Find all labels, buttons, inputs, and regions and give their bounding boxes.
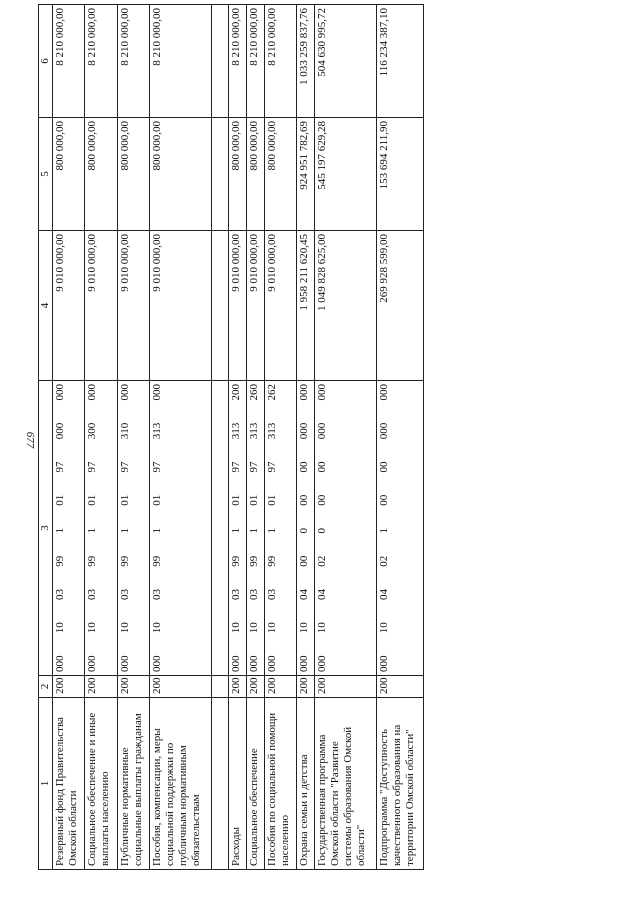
code-part: 313 [247,422,260,440]
code-part: 000 [151,655,164,672]
amount-v5: 800 000,00 [85,118,117,231]
code-part: 01 [86,494,99,506]
code-part: 97 [151,461,164,473]
spacer-cell [212,231,229,381]
amount-v6: 8 210 000,00 [85,5,117,118]
code-part: 01 [151,494,164,506]
table-body [53,5,424,870]
code-part: 04 [377,589,390,600]
code-part: 03 [86,589,99,600]
admin-code: 200 [246,676,264,698]
code-part: 00 [377,461,390,473]
table-row [117,5,149,870]
code-part: 10 [316,622,329,634]
code-part: 99 [230,555,243,567]
code-part: 1 [247,528,260,534]
code-part: 97 [265,461,278,473]
code-part: 00 [377,494,390,506]
budget-classification-code [264,381,296,676]
code-part: 000 [86,655,99,672]
row-name: Охрана семьи и детства [297,698,315,870]
code-part: 000 [377,422,390,440]
code-part: 1 [265,528,278,534]
table-row [85,5,117,870]
code-part: 03 [247,589,260,600]
code-part: 1 [230,528,243,534]
code-part: 000 [316,422,329,440]
admin-code: 200 [85,676,117,698]
code-part: 03 [118,589,131,600]
code-parts [316,384,329,672]
code-part: 99 [118,555,131,567]
code-part: 04 [316,589,329,600]
code-part: 313 [265,422,278,440]
budget-table [38,4,424,870]
admin-code: 200 [376,676,423,698]
amount-v4: 9 010 000,00 [117,231,149,381]
amount-v5: 800 000,00 [264,118,296,231]
code-part: 02 [316,555,329,567]
amount-v4: 9 010 000,00 [150,231,212,381]
amount-v6: 504 630 995,72 [315,5,377,118]
code-part: 03 [230,589,243,600]
code-part: 97 [86,461,99,473]
amount-v5: 800 000,00 [229,118,247,231]
spacer-cell [212,676,229,698]
code-part: 10 [118,622,131,634]
code-part: 99 [54,555,66,567]
code-part: 97 [230,461,243,473]
code-parts [86,384,99,672]
code-parts [248,384,261,672]
code-part: 00 [316,494,329,506]
table-row [315,5,377,870]
code-part: 310 [118,422,131,440]
code-part: 262 [265,384,278,401]
row-name: Социальное обеспечение и иные выплаты населению [85,698,117,870]
code-part: 1 [118,528,131,534]
admin-code: 200 [117,676,149,698]
amount-v5: 800 000,00 [150,118,212,231]
amount-v4: 9 010 000,00 [53,231,85,381]
header-col-2: 2 [39,676,53,698]
amount-v4: 269 928 599,00 [376,231,423,381]
code-part: 000 [230,655,243,672]
row-name: Пособия, компенсации, меры социальной поддержки по публичным нормативным обязательствам [150,698,212,870]
amount-v4: 1 049 828 625,00 [315,231,377,381]
header-col-5: 5 [39,118,53,231]
code-part: 1 [54,528,66,534]
code-part: 97 [54,461,66,473]
amount-v5: 800 000,00 [117,118,149,231]
code-part: 000 [54,384,66,401]
code-part: 10 [54,622,66,634]
amount-v5: 924 951 782,69 [297,118,315,231]
code-parts [54,384,67,672]
code-parts [230,384,243,672]
amount-v4: 9 010 000,00 [229,231,247,381]
code-parts [266,384,279,672]
code-part: 000 [86,384,99,401]
amount-v4: 9 010 000,00 [85,231,117,381]
header-row [39,5,53,870]
budget-classification-code [246,381,264,676]
header-col-4: 4 [39,231,53,381]
code-part: 0 [298,528,311,534]
table-row [264,5,296,870]
code-part: 00 [298,461,311,473]
table-row [376,5,423,870]
table-row [229,5,247,870]
budget-classification-code [117,381,149,676]
code-parts [151,384,164,672]
row-name: Расходы [229,698,247,870]
code-part: 03 [54,589,66,600]
admin-code: 200 [53,676,85,698]
amount-v6: 116 234 387,10 [376,5,423,118]
budget-classification-code [150,381,212,676]
code-part: 200 [230,384,243,401]
code-part: 000 [377,655,390,672]
code-part: 01 [247,494,260,506]
amount-v4: 9 010 000,00 [246,231,264,381]
budget-classification-code [53,381,85,676]
code-part: 97 [118,461,131,473]
rotated-table-container [38,5,424,870]
code-part: 000 [118,655,131,672]
admin-code: 200 [150,676,212,698]
code-part: 10 [298,622,311,634]
table-row [246,5,264,870]
code-part: 000 [377,384,390,401]
code-part: 00 [316,461,329,473]
budget-classification-code [229,381,247,676]
amount-v6: 8 210 000,00 [229,5,247,118]
code-part: 10 [230,622,243,634]
row-name: Пособия по социальной помощи населению [264,698,296,870]
budget-classification-code [315,381,377,676]
spacer-cell [212,5,229,118]
code-part: 00 [298,555,311,567]
admin-code: 200 [264,676,296,698]
row-name: Резервный фонд Правительства Омской области [53,698,85,870]
code-part: 01 [54,494,66,506]
amount-v4: 9 010 000,00 [264,231,296,381]
code-part: 000 [118,384,131,401]
spacer-cell [212,698,229,870]
admin-code: 200 [229,676,247,698]
spacer-cell [212,118,229,231]
amount-v6: 8 210 000,00 [117,5,149,118]
spacer-row [212,5,229,870]
code-part: 10 [151,622,164,634]
code-part: 000 [247,655,260,672]
amount-v6: 1 033 259 837,76 [297,5,315,118]
code-part: 10 [377,622,390,634]
amount-v6: 8 210 000,00 [264,5,296,118]
code-part: 000 [298,422,311,440]
amount-v6: 8 210 000,00 [150,5,212,118]
page-number: 677 [24,431,36,449]
code-part: 000 [316,384,329,401]
code-part: 00 [298,494,311,506]
code-part: 10 [86,622,99,634]
admin-code: 200 [297,676,315,698]
code-part: 260 [247,384,260,401]
code-part: 313 [230,422,243,440]
row-name: Подпрограмма "Доступность качественного образования на территории Омской области" [376,698,423,870]
code-part: 01 [230,494,243,506]
admin-code: 200 [315,676,377,698]
code-part: 99 [265,555,278,567]
budget-classification-code [85,381,117,676]
code-part: 99 [247,555,260,567]
header-col-3: 3 [39,381,53,676]
code-part: 000 [316,655,329,672]
code-part: 1 [151,528,164,534]
code-part: 300 [86,422,99,440]
code-part: 01 [118,494,131,506]
table-row [150,5,212,870]
table-row [53,5,85,870]
code-part: 0 [316,528,329,534]
code-part: 313 [151,422,164,440]
code-part: 000 [265,655,278,672]
code-part: 000 [298,384,311,401]
amount-v5: 545 197 629,28 [315,118,377,231]
code-part: 03 [151,589,164,600]
amount-v6: 8 210 000,00 [53,5,85,118]
amount-v4: 1 958 211 620,45 [297,231,315,381]
code-part: 000 [298,655,311,672]
budget-classification-code [297,381,315,676]
code-part: 03 [265,589,278,600]
code-part: 000 [151,384,164,401]
code-part: 04 [298,589,311,600]
row-name: Государственная программа Омской области "Развитие системы образования Омской области" [315,698,377,870]
amount-v5: 153 694 211,90 [376,118,423,231]
code-part: 000 [54,422,66,440]
amount-v5: 800 000,00 [53,118,85,231]
code-part: 97 [247,461,260,473]
code-part: 99 [151,555,164,567]
spacer-cell [212,381,229,676]
code-part: 99 [86,555,99,567]
amount-v6: 8 210 000,00 [246,5,264,118]
budget-classification-code [376,381,423,676]
code-part: 01 [265,494,278,506]
code-parts [298,384,311,672]
code-part: 10 [247,622,260,634]
code-parts [119,384,132,672]
amount-v5: 800 000,00 [246,118,264,231]
code-part: 02 [377,555,390,567]
code-part: 1 [377,528,390,534]
header-col-6: 6 [39,5,53,118]
row-name: Публичные нормативные социальные выплаты гражданам [117,698,149,870]
code-part: 000 [54,655,66,672]
table-row [297,5,315,870]
code-part: 10 [265,622,278,634]
code-parts [378,384,391,672]
code-part: 1 [86,528,99,534]
header-col-1: 1 [39,698,53,870]
row-name: Социальное обеспечение [246,698,264,870]
